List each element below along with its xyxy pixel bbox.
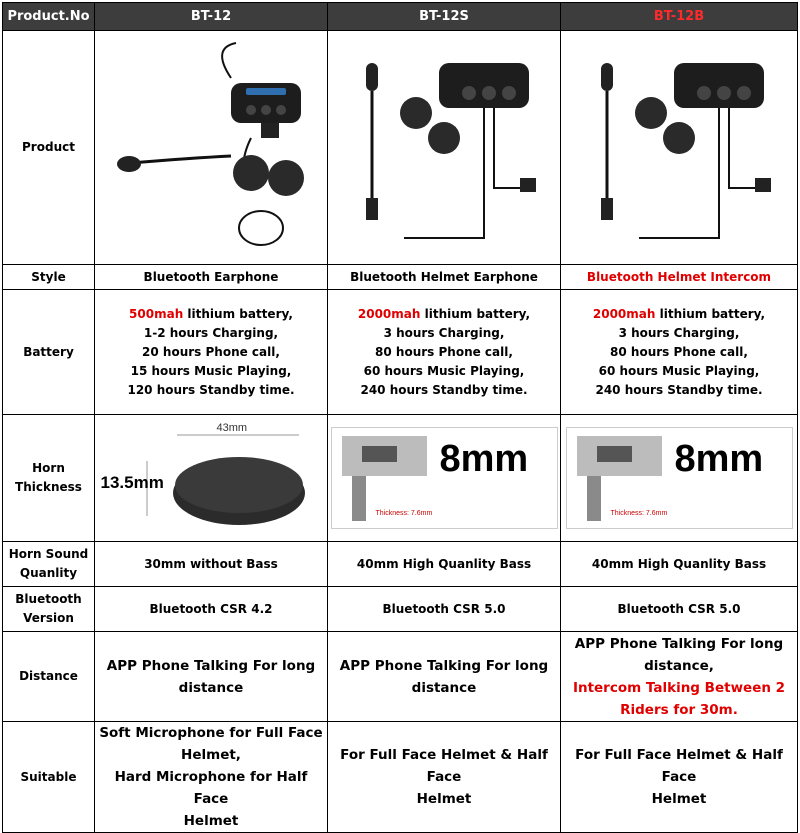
- music-time: 15 hours Music Playing,: [130, 363, 292, 378]
- suitable-label: Suitable: [3, 722, 95, 833]
- suitable-bt-12: [95, 722, 328, 833]
- sound-bt-12s: 40mm High Quanlity Bass: [328, 542, 561, 587]
- battery-label: Battery: [3, 290, 95, 415]
- header-row: [3, 3, 798, 31]
- suitable-line: For Full Face Helmet & Half Face: [575, 747, 783, 785]
- music-time: 60 hours Music Playing,: [363, 363, 525, 378]
- phone-call-time: 80 hours Phone call,: [610, 344, 748, 359]
- comparison-table: [2, 2, 798, 833]
- thickness-mm: 8mm: [674, 438, 764, 480]
- distance-line: APP Phone Talking For long: [339, 657, 549, 674]
- horn-label-line2: Thickness: [15, 480, 82, 494]
- suitable-line: Hard Microphone for Half Face: [114, 769, 308, 807]
- distance-line: distance: [178, 679, 244, 696]
- suitable-bt-12b: [561, 722, 798, 833]
- charging-time: 3 hours Charging,: [383, 325, 505, 340]
- charging-time: 3 hours Charging,: [618, 325, 740, 340]
- distance-line: distance: [411, 679, 477, 696]
- caliper-image: [566, 427, 793, 529]
- suitable-line: For Full Face Helmet & Half Face: [340, 747, 548, 785]
- horn-bt-12: [95, 415, 328, 542]
- music-time: 60 hours Music Playing,: [598, 363, 760, 378]
- horn-label: [3, 415, 95, 542]
- distance-line: APP Phone Talking For long: [106, 657, 316, 674]
- distance-line: distance,: [644, 657, 714, 674]
- distance-bt-12b: [561, 632, 798, 722]
- style-row: [3, 265, 798, 290]
- intercom-distance-line: Intercom Talking Between 2: [572, 679, 786, 696]
- sound-label-line2: Quanlity: [19, 566, 78, 580]
- battery-capacity: 2000mah: [357, 306, 421, 321]
- style-bt-12s: Bluetooth Helmet Earphone: [328, 265, 561, 290]
- width-dimension: 43mm: [216, 421, 248, 434]
- style-bt-12b: Bluetooth Helmet Intercom: [561, 265, 798, 290]
- battery-type: lithium battery,: [420, 306, 531, 321]
- product-image-bt-12: [95, 31, 328, 265]
- battery-bt-12b: [561, 290, 798, 415]
- sound-label: [3, 542, 95, 587]
- header-bt-12: BT-12: [95, 3, 328, 31]
- speaker-dimension-image: [99, 421, 324, 536]
- suitable-line: Helmet: [651, 791, 707, 807]
- horn-row: [3, 415, 798, 542]
- sound-row: [3, 542, 798, 587]
- distance-label: Distance: [3, 632, 95, 722]
- product-image-bt-12b: [561, 31, 798, 265]
- bt-12-headset-image: [111, 38, 311, 258]
- caliper-image: [331, 427, 558, 529]
- bt-12b-headset-image: [579, 38, 779, 258]
- suitable-line: Helmet: [183, 813, 239, 829]
- product-label: Product: [3, 31, 95, 265]
- thickness-note: Thickness: 7.6mm: [375, 510, 433, 517]
- phone-call-time: 80 hours Phone call,: [375, 344, 513, 359]
- bt-12s-headset-image: [344, 38, 544, 258]
- battery-capacity: 2000mah: [592, 306, 656, 321]
- height-dimension: 13.5mm: [100, 472, 164, 492]
- standby-time: 120 hours Standby time.: [127, 382, 295, 397]
- distance-line: APP Phone Talking For long: [574, 635, 784, 652]
- suitable-line: Helmet: [416, 791, 472, 807]
- bluetooth-bt-12: Bluetooth CSR 4.2: [95, 587, 328, 632]
- bluetooth-label-line1: Bluetooth: [15, 592, 82, 606]
- battery-type: lithium battery,: [183, 306, 293, 321]
- suitable-bt-12s: [328, 722, 561, 833]
- distance-bt-12s: [328, 632, 561, 722]
- phone-call-time: 20 hours Phone call,: [142, 344, 280, 359]
- header-product-no: Product.No: [3, 3, 95, 31]
- bluetooth-label: [3, 587, 95, 632]
- sound-bt-12: 30mm without Bass: [95, 542, 328, 587]
- suitable-line: Helmet,: [181, 747, 241, 763]
- battery-row: [3, 290, 798, 415]
- suitable-row: [3, 722, 798, 833]
- style-bt-12: Bluetooth Earphone: [95, 265, 328, 290]
- horn-bt-12b: [561, 415, 798, 542]
- distance-row: [3, 632, 798, 722]
- battery-capacity: 500mah: [129, 306, 184, 321]
- thickness-mm: 8mm: [439, 438, 529, 480]
- battery-bt-12: [95, 290, 328, 415]
- product-image-bt-12s: [328, 31, 561, 265]
- bluetooth-row: [3, 587, 798, 632]
- standby-time: 240 hours Standby time.: [360, 382, 528, 397]
- bluetooth-bt-12b: Bluetooth CSR 5.0: [561, 587, 798, 632]
- horn-label-line1: Horn: [32, 461, 65, 475]
- bluetooth-bt-12s: Bluetooth CSR 5.0: [328, 587, 561, 632]
- intercom-distance-line: Riders for 30m.: [620, 701, 738, 718]
- distance-bt-12: [95, 632, 328, 722]
- style-label: Style: [3, 265, 95, 290]
- product-row: [3, 31, 798, 265]
- sound-label-line1: Horn Sound: [8, 547, 89, 561]
- horn-bt-12s: [328, 415, 561, 542]
- thickness-note: Thickness: 7.6mm: [610, 510, 668, 517]
- suitable-line: Soft Microphone for Full Face: [99, 725, 323, 741]
- bluetooth-label-line2: Version: [23, 611, 74, 625]
- header-bt-12s: BT-12S: [328, 3, 561, 31]
- battery-type: lithium battery,: [655, 306, 766, 321]
- header-bt-12b: BT-12B: [561, 3, 798, 31]
- battery-bt-12s: [328, 290, 561, 415]
- standby-time: 240 hours Standby time.: [595, 382, 763, 397]
- charging-time: 1-2 hours Charging,: [143, 325, 279, 340]
- sound-bt-12b: 40mm High Quanlity Bass: [561, 542, 798, 587]
